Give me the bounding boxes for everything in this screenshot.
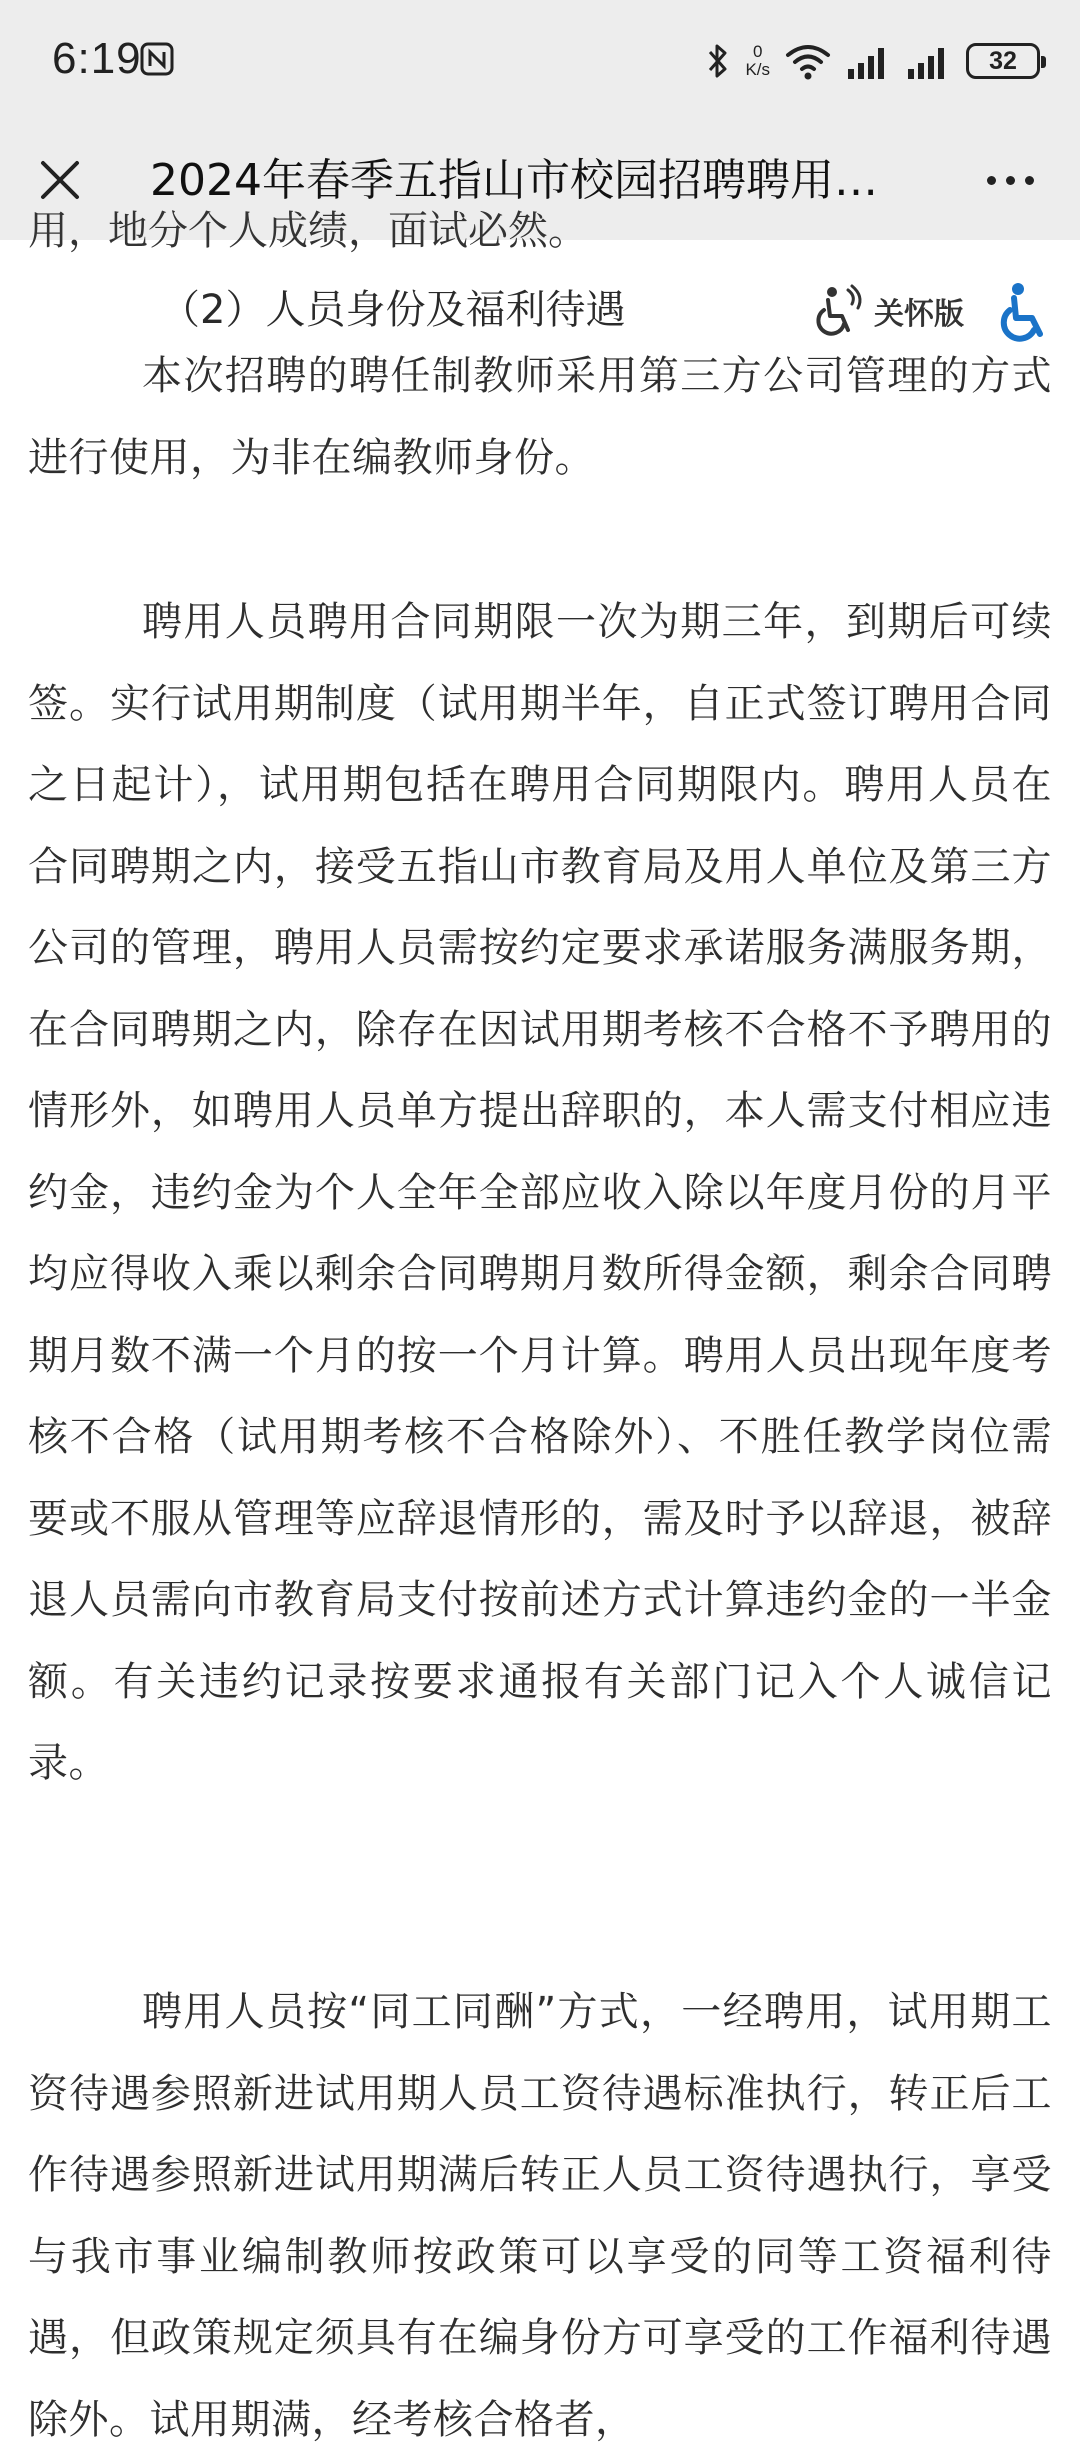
more-options-button[interactable] [970, 150, 1050, 210]
network-speed-unit: K/s [745, 60, 770, 79]
article-content[interactable] [0, 208, 1080, 2443]
clipped-text-line: 用，地分个人成绩，面试必然。 [28, 208, 588, 254]
network-speed [745, 43, 770, 79]
close-icon [39, 159, 81, 201]
elderly-care-icon [808, 284, 868, 338]
more-dot-icon [1006, 176, 1015, 185]
paragraph-contract: 聘用人员聘用合同期限一次为期三年，到期后可续签。实行试用期制度（试用期半年，自正式签订聘用合同之日起计），试用期包括在聘用合同期限内。聘用人员在合同聘期之内，接受五指山市教育局及用人单位及第三方公司的管理，聘用人员需按约定要求承诺服务满服务期，在合同聘期之内，除存在因试用期考核不合格不予聘用的情形外，如聘用人员单方提出辞职的，本人需支付相应违约金，违约金为个人全年全部应收入除以年度月份的月平均应得收入乘以剩余合同聘期月数所得金额，剩余合同聘期月数不满一个月的按一个月计算。聘用人员出现年度考核不合格（试用期考核不合格除外）、不胜任教学岗位需要或不服从管理等应辞退情形的，需及时予以辞退，被辞退人员需向市教育局支付按前述方式计算违约金的一半金额。有关违约记录按要求通报有关部门记入个人诚信记录。 [28, 599, 1052, 1786]
battery-level: 32 [989, 46, 1017, 75]
paragraph-identity: 本次招聘的聘任制教师采用第三方公司管理的方式进行使用，为非在编教师身份。 [28, 353, 1052, 481]
bluetooth-icon [705, 41, 731, 81]
more-dot-icon [1025, 176, 1034, 185]
care-mode-button[interactable] [808, 284, 964, 338]
status-time: 6:19 [52, 34, 142, 83]
status-icons [705, 38, 1040, 84]
section-heading: （2）人员身份及福利待遇 [160, 287, 626, 333]
signal-icon-sim1 [846, 41, 892, 81]
paragraph-salary: 聘用人员按“同工同酬”方式，一经聘用，试用期工资待遇参照新进试用期人员工资待遇标准执行，转正后工作待遇参照新进试用期满后转正人员工资待遇执行，享受与我市事业编制教师按政策可以享受的同等工资福利待遇，但政策规定须具有在编身份方可享受的工作福利待遇除外。试用期满，经考核合格者， [28, 1989, 1052, 2443]
wifi-icon [784, 41, 832, 81]
nfc-icon [140, 42, 174, 76]
signal-icon-sim2 [906, 41, 952, 81]
care-mode-label: 关怀版 [874, 297, 964, 332]
status-bar [0, 0, 1080, 122]
page-title: 2024年春季五指山市校园招聘聘用… [150, 155, 878, 206]
battery-icon [966, 43, 1040, 79]
network-speed-value: 0 [752, 42, 763, 61]
accessibility-icon[interactable] [996, 282, 1052, 344]
more-dot-icon [987, 176, 996, 185]
